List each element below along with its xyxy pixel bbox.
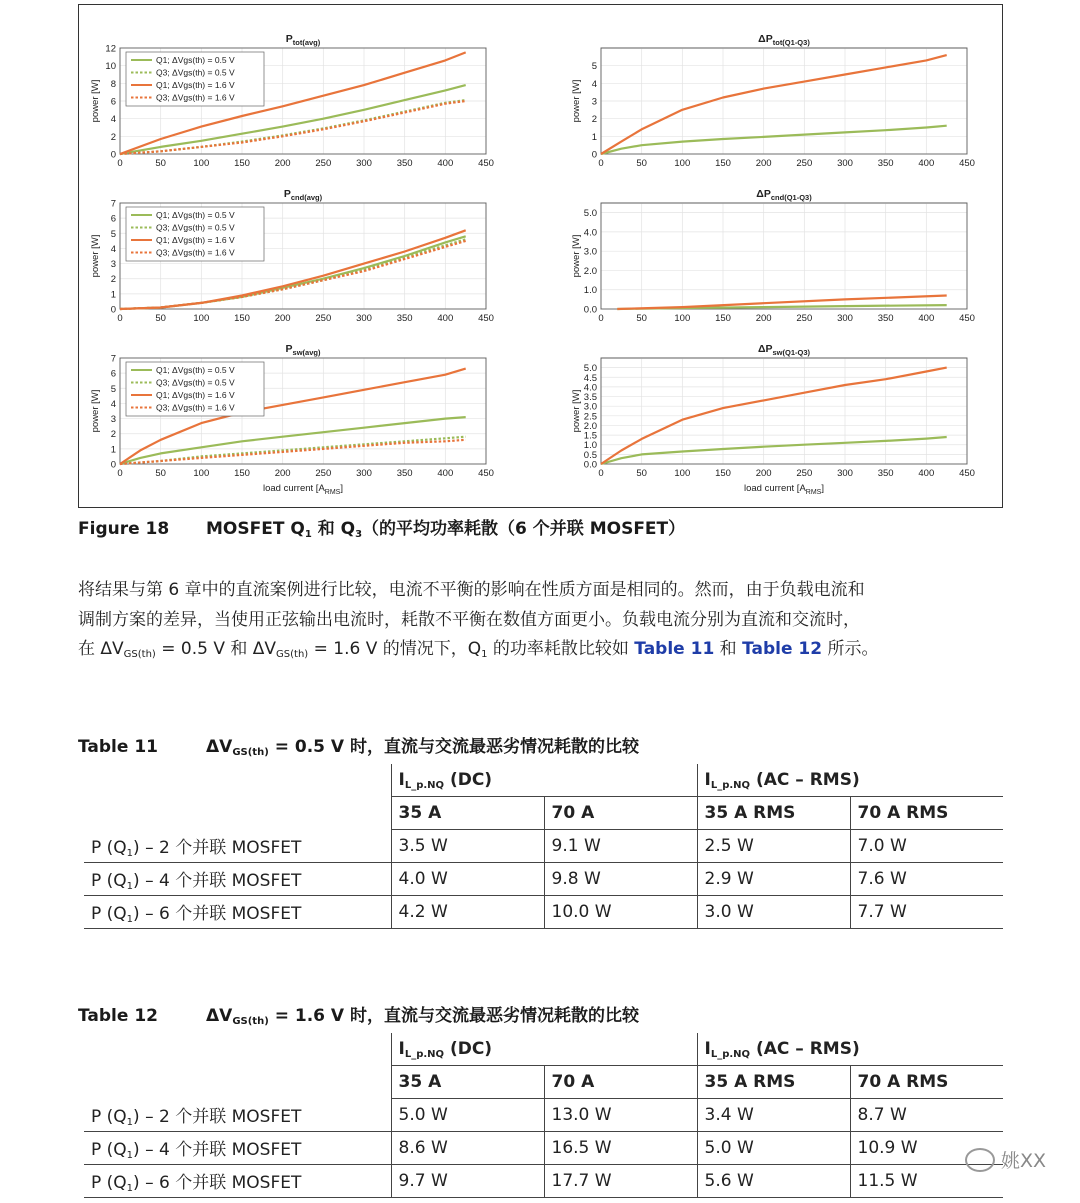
y-tick-label: 5.0 bbox=[583, 208, 597, 220]
legend-entry: Q3; ΔVgs(th) = 0.5 V bbox=[156, 67, 235, 78]
column-header: 70 A bbox=[544, 797, 697, 830]
row-label: P $(Q_1) - 4$ 个并联 MOSFET bbox=[84, 1132, 391, 1165]
x-tick-label: 150 bbox=[234, 468, 250, 479]
y-tick-label: 3.0 bbox=[583, 401, 597, 413]
x-tick-label: 350 bbox=[877, 468, 894, 479]
ac-header: $I_{L\_p.NQ}$ (AC – RMS) bbox=[697, 1033, 1003, 1066]
row-label: P $(Q_1) - 2$ 个并联 MOSFET bbox=[84, 830, 391, 863]
wechat-icon bbox=[965, 1148, 995, 1172]
y-tick-label: 4.5 bbox=[583, 372, 597, 384]
column-header: 70 A RMS bbox=[850, 1066, 1003, 1099]
x-tick-label: 400 bbox=[437, 158, 454, 169]
x-tick-label: 0 bbox=[598, 313, 604, 324]
x-tick-label: 250 bbox=[796, 313, 813, 324]
y-tick-label: 6 bbox=[110, 368, 116, 380]
legend-entry: Q1; ΔVgs(th) = 0.5 V bbox=[156, 365, 235, 375]
y-tick-label: 2 bbox=[110, 429, 116, 441]
body-paragraph bbox=[78, 576, 1003, 670]
y-tick-label: 10 bbox=[105, 61, 116, 73]
x-tick-label: 150 bbox=[715, 158, 731, 169]
table-cell: 16.5 W bbox=[544, 1132, 697, 1165]
y-tick-label: 6 bbox=[110, 213, 116, 225]
row-label: P $(Q_1) - 2$ 个并联 MOSFET bbox=[84, 1099, 391, 1132]
chart-title-subscript: cnd(Q1-Q3) bbox=[770, 193, 812, 202]
legend-entry: Q1; ΔVgs(th) = 1.6 V bbox=[156, 390, 235, 400]
y-axis-label: power [W] bbox=[90, 79, 101, 123]
y-tick-label: 1 bbox=[591, 131, 597, 143]
y-tick-label: 7 bbox=[110, 198, 116, 210]
y-tick-label: 6 bbox=[110, 96, 116, 108]
x-axis-label-subscript: RMS bbox=[324, 489, 341, 496]
y-tick-label: 5.0 bbox=[583, 363, 597, 375]
figure-18-charts bbox=[79, 5, 1002, 507]
x-tick-label: 0 bbox=[117, 158, 123, 169]
table-cell: 9.7 W bbox=[391, 1165, 544, 1198]
table-row bbox=[84, 863, 1003, 896]
y-tick-label: 0 bbox=[110, 459, 116, 471]
x-tick-label: 450 bbox=[478, 158, 494, 169]
column-header: 70 A bbox=[544, 1066, 697, 1099]
y-tick-label: 3 bbox=[110, 414, 116, 426]
y-axis-label: power [W] bbox=[571, 389, 582, 433]
x-tick-label: 200 bbox=[274, 313, 291, 324]
table-cell: 10.0 W bbox=[544, 896, 697, 929]
figure-18-box bbox=[78, 4, 1003, 508]
x-tick-label: 300 bbox=[356, 468, 372, 479]
x-tick-label: 250 bbox=[796, 468, 813, 479]
y-tick-label: 0 bbox=[591, 149, 597, 161]
x-axis-label-bracket: ] bbox=[340, 483, 343, 494]
x-tick-label: 350 bbox=[396, 158, 413, 169]
x-tick-label: 100 bbox=[193, 313, 210, 324]
table-cell: 10.9 W bbox=[850, 1132, 1003, 1165]
x-tick-label: 250 bbox=[796, 158, 813, 169]
x-tick-label: 50 bbox=[155, 468, 166, 479]
legend-entry: Q3; ΔVgs(th) = 1.6 V bbox=[156, 92, 235, 103]
chart-title-subscript: sw(Q1-Q3) bbox=[772, 348, 811, 357]
y-tick-label: 1.0 bbox=[583, 285, 597, 297]
x-tick-label: 300 bbox=[837, 313, 853, 324]
y-tick-label: 1.5 bbox=[583, 430, 597, 442]
figure-title: MOSFET $Q_1$ 和 $Q_3$（的平均功率耗散（6 个并联 MOSFET） bbox=[206, 519, 686, 540]
x-tick-label: 400 bbox=[918, 468, 935, 479]
table-cell: 2.9 W bbox=[697, 863, 850, 896]
row-label: P $(Q_1) - 6$ 个并联 MOSFET bbox=[84, 1165, 391, 1198]
x-axis-label-subscript: RMS bbox=[805, 489, 822, 496]
table-cell: 4.2 W bbox=[391, 896, 544, 929]
table-cell: 7.7 W bbox=[850, 896, 1003, 929]
y-tick-label: 1 bbox=[110, 289, 116, 301]
table-11 bbox=[84, 764, 1003, 929]
x-tick-label: 400 bbox=[918, 313, 935, 324]
y-tick-label: 3 bbox=[591, 96, 597, 108]
x-tick-label: 100 bbox=[193, 468, 210, 479]
y-tick-label: 0.0 bbox=[583, 304, 597, 316]
x-tick-label: 300 bbox=[837, 158, 853, 169]
table-row bbox=[84, 1099, 1003, 1132]
chart-title-subscript: tot(avg) bbox=[292, 38, 321, 47]
x-tick-label: 200 bbox=[755, 158, 772, 169]
legend-entry: Q3; ΔVgs(th) = 1.6 V bbox=[156, 247, 235, 258]
y-axis-label: power [W] bbox=[571, 79, 582, 123]
row-label: P $(Q_1) - 6$ 个并联 MOSFET bbox=[84, 896, 391, 929]
y-tick-label: 5 bbox=[110, 383, 116, 395]
x-tick-label: 0 bbox=[117, 313, 123, 324]
x-tick-label: 350 bbox=[877, 158, 894, 169]
legend-entry: Q1; ΔVgs(th) = 0.5 V bbox=[156, 210, 235, 220]
table-cell: 7.6 W bbox=[850, 863, 1003, 896]
legend-entry: Q1; ΔVgs(th) = 1.6 V bbox=[156, 235, 235, 245]
column-header: 35 A RMS bbox=[697, 797, 850, 830]
x-tick-label: 450 bbox=[959, 313, 975, 324]
y-tick-label: 0.0 bbox=[583, 459, 597, 471]
chart-6 bbox=[601, 358, 967, 464]
y-axis-label: power [W] bbox=[90, 389, 101, 433]
table-cell: 5.0 W bbox=[697, 1132, 850, 1165]
x-tick-label: 450 bbox=[478, 313, 494, 324]
y-axis-label: power [W] bbox=[571, 234, 582, 278]
legend-entry: Q3; ΔVgs(th) = 1.6 V bbox=[156, 402, 235, 413]
y-tick-label: 4.0 bbox=[583, 382, 597, 394]
row-label: P $(Q_1) - 4$ 个并联 MOSFET bbox=[84, 863, 391, 896]
y-tick-label: 2 bbox=[110, 131, 116, 143]
y-tick-label: 4.0 bbox=[583, 227, 597, 239]
legend-entry: Q3; ΔVgs(th) = 0.5 V bbox=[156, 222, 235, 233]
x-tick-label: 300 bbox=[837, 468, 853, 479]
x-tick-label: 200 bbox=[755, 468, 772, 479]
x-tick-label: 250 bbox=[315, 468, 332, 479]
x-tick-label: 100 bbox=[674, 468, 691, 479]
y-tick-label: 5 bbox=[110, 228, 116, 240]
y-tick-label: 3.5 bbox=[583, 392, 597, 404]
y-tick-label: 2.5 bbox=[583, 411, 597, 423]
x-tick-label: 50 bbox=[636, 313, 647, 324]
chart-title: $\Delta P_{tot(Q1-Q3)}$ bbox=[758, 33, 810, 47]
table-12-caption: Table 12 $\Delta V_{GS(th)} = 1.6$ V 时，直流与交流最恶劣情况耗散的比较 bbox=[78, 1006, 639, 1027]
chart-title-subscript: sw(avg) bbox=[292, 348, 321, 357]
table-cell: 3.5 W bbox=[391, 830, 544, 863]
x-axis-label-bracket: ] bbox=[821, 483, 824, 494]
x-tick-label: 200 bbox=[755, 313, 772, 324]
y-tick-label: 4 bbox=[591, 78, 597, 90]
chart-title: $\Delta P_{cnd(Q1-Q3)}$ bbox=[756, 188, 812, 202]
x-tick-label: 0 bbox=[598, 158, 604, 169]
para-line: 调制方案的差异，当使用正弦输出电流时，耗散不平衡在数值方面更小。负载电流分别为直流和交流时， bbox=[78, 609, 860, 630]
table-row bbox=[84, 830, 1003, 863]
x-tick-label: 100 bbox=[193, 158, 210, 169]
chart-title: $P_{cnd(avg)}$ bbox=[283, 188, 323, 202]
x-tick-label: 350 bbox=[877, 313, 894, 324]
x-tick-label: 150 bbox=[715, 313, 731, 324]
y-tick-label: 2.0 bbox=[583, 265, 597, 277]
x-tick-label: 250 bbox=[315, 313, 332, 324]
x-tick-label: 150 bbox=[715, 468, 731, 479]
table-cell: 7.0 W bbox=[850, 830, 1003, 863]
y-tick-label: 8 bbox=[110, 78, 116, 90]
table-cell: 4.0 W bbox=[391, 863, 544, 896]
para-line: 将结果与第 6 章中的直流案例进行比较，电流不平衡的影响在性质方面是相同的。然而，由于负载电流和 bbox=[78, 580, 865, 600]
chart-title: $P_{sw(avg)}$ bbox=[285, 343, 321, 357]
table-cell: 3.0 W bbox=[697, 896, 850, 929]
x-tick-label: 450 bbox=[959, 158, 975, 169]
legend-entry: Q1; ΔVgs(th) = 0.5 V bbox=[156, 55, 235, 65]
x-tick-label: 400 bbox=[437, 468, 454, 479]
chart-title-subscript: cnd(avg) bbox=[290, 193, 323, 202]
x-tick-label: 100 bbox=[674, 313, 691, 324]
para-line: 在 $\Delta V_{GS(th)} = 0.5$ V 和 $\Delta V_{GS(th)} = 1.6$ V 的情况下，$Q_1$ 的功率耗散比较如 Table 11 和 Table 12 所示。 bbox=[78, 639, 879, 660]
table-row bbox=[84, 1165, 1003, 1198]
x-tick-label: 150 bbox=[234, 158, 250, 169]
y-tick-label: 4 bbox=[110, 398, 116, 410]
y-tick-label: 0 bbox=[110, 149, 116, 161]
x-tick-label: 350 bbox=[396, 468, 413, 479]
table-cell: 5.0 W bbox=[391, 1099, 544, 1132]
ac-header: $I_{L\_p.NQ}$ (AC – RMS) bbox=[697, 764, 1003, 797]
y-tick-label: 7 bbox=[110, 353, 116, 365]
table-cell: 8.7 W bbox=[850, 1099, 1003, 1132]
figure-label: Figure 18 bbox=[78, 519, 170, 539]
x-tick-label: 300 bbox=[356, 158, 372, 169]
figure-caption bbox=[78, 514, 685, 540]
y-tick-label: 1 bbox=[110, 444, 116, 456]
x-tick-label: 200 bbox=[274, 158, 291, 169]
x-tick-label: 400 bbox=[437, 313, 454, 324]
x-tick-label: 0 bbox=[117, 468, 123, 479]
x-axis-label: load current $[A_{RMS}]$ bbox=[744, 483, 824, 496]
table-12-link[interactable]: Table 12 bbox=[742, 639, 823, 659]
legend-entry: Q1; ΔVgs(th) = 1.6 V bbox=[156, 80, 235, 90]
x-tick-label: 250 bbox=[315, 158, 332, 169]
table-cell: 5.6 W bbox=[697, 1165, 850, 1198]
x-tick-label: 50 bbox=[155, 313, 166, 324]
x-tick-label: 300 bbox=[356, 313, 372, 324]
table-11-link[interactable]: Table 11 bbox=[634, 639, 715, 659]
y-tick-label: 1.0 bbox=[583, 440, 597, 452]
y-tick-label: 0.5 bbox=[583, 449, 597, 461]
table-cell: 9.1 W bbox=[544, 830, 697, 863]
table-row bbox=[84, 1132, 1003, 1165]
table-cell: 2.5 W bbox=[697, 830, 850, 863]
y-tick-label: 2 bbox=[110, 274, 116, 286]
table-11-caption: Table 11 $\Delta V_{GS(th)} = 0.5$ V 时，直流与交流最恶劣情况耗散的比较 bbox=[78, 737, 639, 758]
x-tick-label: 50 bbox=[636, 158, 647, 169]
table-cell: 3.4 W bbox=[697, 1099, 850, 1132]
plot-area bbox=[601, 203, 967, 309]
dc-header: $I_{L\_p.NQ}$ (DC) bbox=[391, 1033, 697, 1066]
x-tick-label: 450 bbox=[478, 468, 494, 479]
column-header: 70 A RMS bbox=[850, 797, 1003, 830]
table-row bbox=[84, 896, 1003, 929]
chart-title: $\Delta P_{sw(Q1-Q3)}$ bbox=[757, 343, 811, 357]
dc-header: $I_{L\_p.NQ}$ (DC) bbox=[391, 764, 697, 797]
y-tick-label: 2.0 bbox=[583, 420, 597, 432]
chart-title-subscript: tot(Q1-Q3) bbox=[772, 38, 810, 47]
table-cell: 9.8 W bbox=[544, 863, 697, 896]
x-tick-label: 100 bbox=[674, 158, 691, 169]
x-tick-label: 150 bbox=[234, 313, 250, 324]
table-12 bbox=[84, 1033, 1003, 1198]
table-cell: 8.6 W bbox=[391, 1132, 544, 1165]
legend-entry: Q3; ΔVgs(th) = 0.5 V bbox=[156, 377, 235, 388]
table-cell: 13.0 W bbox=[544, 1099, 697, 1132]
column-header: 35 A RMS bbox=[697, 1066, 850, 1099]
y-tick-label: 3.0 bbox=[583, 246, 597, 258]
chart-4 bbox=[601, 203, 967, 309]
watermark: 姚XX bbox=[965, 1146, 1046, 1173]
y-tick-label: 4 bbox=[110, 114, 116, 126]
y-tick-label: 2 bbox=[591, 114, 597, 126]
x-tick-label: 50 bbox=[636, 468, 647, 479]
table-label: Table 11 bbox=[78, 737, 158, 757]
y-tick-label: 3 bbox=[110, 259, 116, 271]
x-tick-label: 400 bbox=[918, 158, 935, 169]
column-header: 35 A bbox=[391, 797, 544, 830]
table-cell: 11.5 W bbox=[850, 1165, 1003, 1198]
x-tick-label: 0 bbox=[598, 468, 604, 479]
y-tick-label: 4 bbox=[110, 243, 116, 255]
y-tick-label: 5 bbox=[591, 61, 597, 73]
x-tick-label: 200 bbox=[274, 468, 291, 479]
x-tick-label: 50 bbox=[155, 158, 166, 169]
column-header: 35 A bbox=[391, 1066, 544, 1099]
x-tick-label: 450 bbox=[959, 468, 975, 479]
table-cell: 17.7 W bbox=[544, 1165, 697, 1198]
y-axis-label: power [W] bbox=[90, 234, 101, 278]
y-tick-label: 12 bbox=[105, 43, 116, 55]
y-tick-label: 0 bbox=[110, 304, 116, 316]
x-axis-label: load current $[A_{RMS}]$ bbox=[263, 483, 343, 496]
chart-title: $P_{tot(avg)}$ bbox=[285, 33, 321, 47]
table-label: Table 12 bbox=[78, 1006, 158, 1026]
x-tick-label: 350 bbox=[396, 313, 413, 324]
chart-2 bbox=[601, 48, 967, 154]
